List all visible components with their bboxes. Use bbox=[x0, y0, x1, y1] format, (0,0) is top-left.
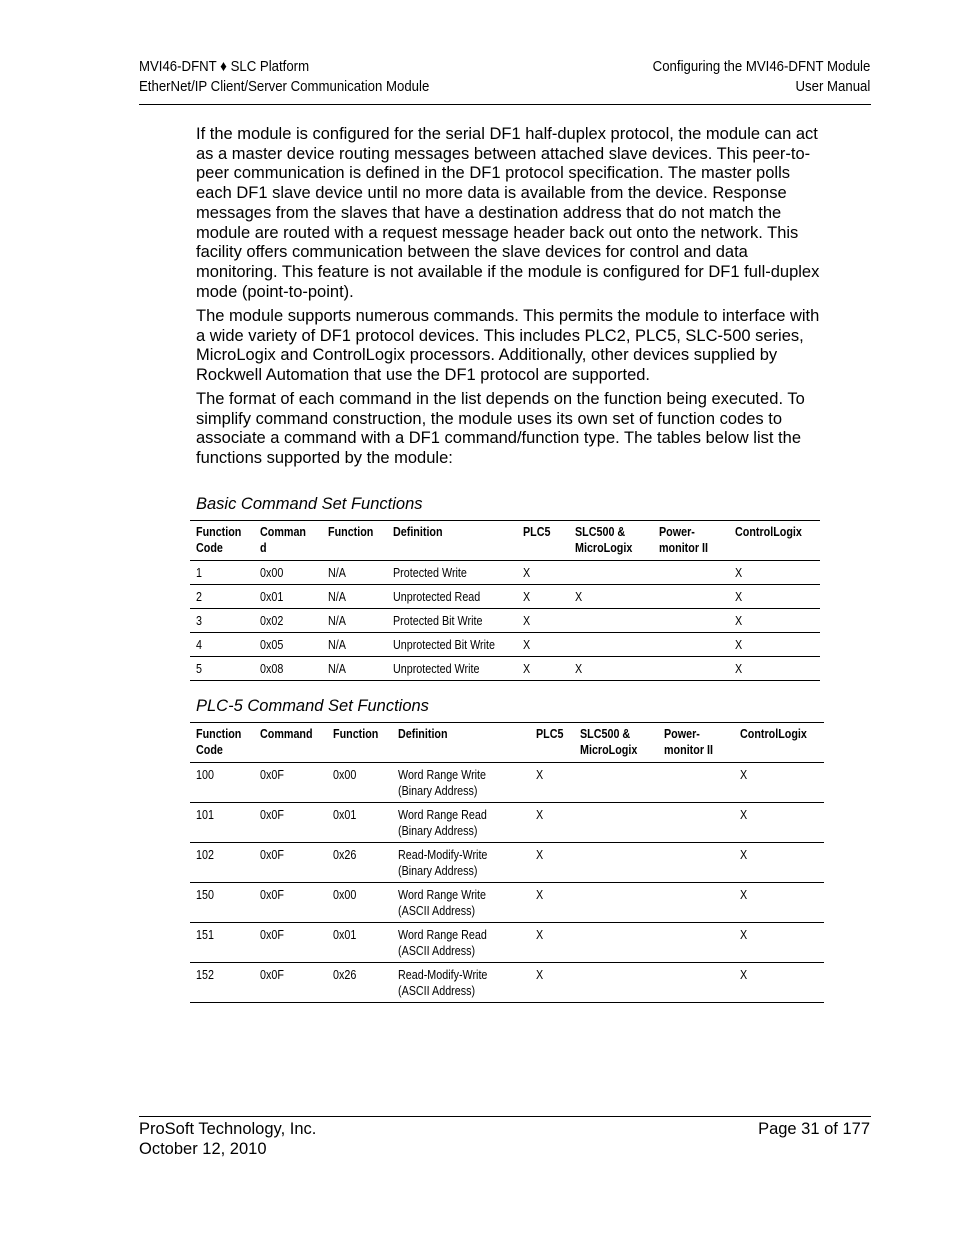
cell-plc5: X bbox=[530, 803, 574, 843]
footer-page-number: Page 31 of 177 bbox=[758, 1120, 870, 1138]
cell-definition: Word Range Read (Binary Address) bbox=[392, 803, 530, 843]
col-header-slc500-micrologix: SLC500 & MicroLogix bbox=[569, 521, 653, 561]
cell-slc500 bbox=[574, 803, 658, 843]
cell-plc5: X bbox=[530, 923, 574, 963]
cell-controllogix: X bbox=[734, 803, 824, 843]
cell-powermonitor bbox=[653, 561, 729, 585]
cell-definition: Unprotected Bit Write bbox=[387, 633, 518, 657]
cell-function-code: 2 bbox=[190, 585, 254, 609]
col-header-command: Command bbox=[254, 723, 327, 763]
cell-slc500: X bbox=[569, 657, 653, 681]
table-row bbox=[190, 561, 820, 585]
header-product-subtitle: EtherNet/IP Client/Server Communication Module bbox=[139, 78, 430, 95]
body-paragraph-3 bbox=[196, 390, 820, 469]
cell-plc5: X bbox=[530, 963, 574, 1003]
cell-controllogix: X bbox=[734, 843, 824, 883]
col-header-plc5: PLC5 bbox=[517, 521, 569, 561]
header-section-title: Configuring the MVI46-DFNT Module bbox=[652, 58, 870, 75]
cell-controllogix: X bbox=[734, 763, 824, 803]
plc5-command-table bbox=[190, 722, 824, 1003]
page-footer-right bbox=[758, 1119, 870, 1139]
cell-function: 0x26 bbox=[327, 963, 392, 1003]
cell-function: N/A bbox=[322, 633, 387, 657]
cell-powermonitor bbox=[658, 843, 734, 883]
cell-function-code: 1 bbox=[190, 561, 254, 585]
table-caption-plc5: PLC-5 Command Set Functions bbox=[196, 697, 429, 715]
cell-powermonitor bbox=[658, 763, 734, 803]
col-header-function-code: Function Code bbox=[190, 521, 254, 561]
cell-slc500: X bbox=[569, 585, 653, 609]
cell-definition: Protected Write bbox=[387, 561, 518, 585]
cell-command: 0x0F bbox=[254, 883, 327, 923]
cell-command: 0x01 bbox=[254, 585, 322, 609]
cell-powermonitor bbox=[653, 585, 729, 609]
cell-powermonitor bbox=[653, 633, 729, 657]
cell-plc5: X bbox=[530, 763, 574, 803]
cell-definition: Word Range Write (ASCII Address) bbox=[392, 883, 530, 923]
table-row bbox=[190, 803, 824, 843]
table-row bbox=[190, 963, 824, 1003]
cell-command: 0x02 bbox=[254, 609, 322, 633]
cell-command: 0x0F bbox=[254, 923, 327, 963]
col-header-powermonitor: Power-monitor II bbox=[653, 521, 729, 561]
col-header-definition: Definition bbox=[387, 521, 518, 561]
cell-command: 0x05 bbox=[254, 633, 322, 657]
cell-function-code: 101 bbox=[190, 803, 254, 843]
cell-function-code: 151 bbox=[190, 923, 254, 963]
cell-powermonitor bbox=[658, 803, 734, 843]
cell-controllogix: X bbox=[734, 923, 824, 963]
page-header-left bbox=[139, 57, 429, 97]
cell-definition: Protected Bit Write bbox=[387, 609, 518, 633]
table-row bbox=[190, 763, 824, 803]
cell-powermonitor bbox=[658, 923, 734, 963]
basic-command-table bbox=[190, 520, 820, 681]
cell-function: 0x00 bbox=[327, 763, 392, 803]
cell-function-code: 5 bbox=[190, 657, 254, 681]
col-header-controllogix: ControlLogix bbox=[729, 521, 820, 561]
col-header-command: Command bbox=[254, 521, 322, 561]
col-header-controllogix: ControlLogix bbox=[734, 723, 824, 763]
cell-function-code: 152 bbox=[190, 963, 254, 1003]
table-row bbox=[190, 609, 820, 633]
cell-function: N/A bbox=[322, 585, 387, 609]
cell-command: 0x08 bbox=[254, 657, 322, 681]
cell-powermonitor bbox=[653, 657, 729, 681]
cell-slc500 bbox=[574, 883, 658, 923]
col-header-function: Function bbox=[327, 723, 392, 763]
cell-command: 0x0F bbox=[254, 803, 327, 843]
cell-definition: Read-Modify-Write (Binary Address) bbox=[392, 843, 530, 883]
table-row bbox=[190, 585, 820, 609]
cell-function-code: 100 bbox=[190, 763, 254, 803]
cell-plc5: X bbox=[517, 585, 569, 609]
col-header-function: Function bbox=[322, 521, 387, 561]
col-header-powermonitor: Power-monitor II bbox=[658, 723, 734, 763]
cell-function-code: 102 bbox=[190, 843, 254, 883]
table-row bbox=[190, 883, 824, 923]
body-paragraph-2 bbox=[196, 307, 820, 386]
footer-company: ProSoft Technology, Inc. bbox=[139, 1120, 317, 1138]
cell-function: N/A bbox=[322, 657, 387, 681]
cell-slc500 bbox=[574, 843, 658, 883]
cell-definition: Read-Modify-Write (ASCII Address) bbox=[392, 963, 530, 1003]
col-header-function-code: Function Code bbox=[190, 723, 254, 763]
col-header-plc5: PLC5 bbox=[530, 723, 574, 763]
table-row bbox=[190, 657, 820, 681]
body-paragraph-1 bbox=[196, 125, 820, 302]
cell-slc500 bbox=[569, 609, 653, 633]
cell-controllogix: X bbox=[729, 585, 820, 609]
cell-plc5: X bbox=[517, 657, 569, 681]
table-row bbox=[190, 923, 824, 963]
cell-controllogix: X bbox=[734, 883, 824, 923]
page-header-right bbox=[652, 57, 870, 97]
cell-powermonitor bbox=[658, 963, 734, 1003]
cell-definition: Unprotected Write bbox=[387, 657, 518, 681]
cell-plc5: X bbox=[530, 843, 574, 883]
cell-function: N/A bbox=[322, 561, 387, 585]
cell-plc5: X bbox=[517, 633, 569, 657]
cell-slc500 bbox=[569, 633, 653, 657]
cell-controllogix: X bbox=[734, 963, 824, 1003]
paragraph-text: The format of each command in the list depends on the function being executed. To simplify command construction, the module uses its own set of function codes to associate a command with a DF1 command/function type. The tables below list the functions supported by the module: bbox=[196, 390, 805, 468]
paragraph-text: The module supports numerous commands. This permits the module to interface with a wide variety of DF1 protocol devices. This includes PLC2, PLC5, SLC-500 series, MicroLogix and ControlLogix processors. Additionally, other devices supplied by Rockwell Automation that use the DF1 protocol are supported. bbox=[196, 307, 820, 385]
cell-slc500 bbox=[574, 763, 658, 803]
cell-controllogix: X bbox=[729, 609, 820, 633]
cell-function: N/A bbox=[322, 609, 387, 633]
table-row bbox=[190, 633, 820, 657]
cell-powermonitor bbox=[658, 883, 734, 923]
table-header-row bbox=[190, 521, 820, 561]
cell-function: 0x00 bbox=[327, 883, 392, 923]
cell-command: 0x00 bbox=[254, 561, 322, 585]
cell-definition: Word Range Read (ASCII Address) bbox=[392, 923, 530, 963]
cell-controllogix: X bbox=[729, 657, 820, 681]
col-header-slc500-micrologix: SLC500 & MicroLogix bbox=[574, 723, 658, 763]
table-row bbox=[190, 843, 824, 883]
cell-function-code: 150 bbox=[190, 883, 254, 923]
cell-slc500 bbox=[574, 923, 658, 963]
table-header-row bbox=[190, 723, 824, 763]
table-caption-basic: Basic Command Set Functions bbox=[196, 495, 423, 513]
header-divider bbox=[139, 104, 871, 105]
cell-command: 0x0F bbox=[254, 963, 327, 1003]
cell-controllogix: X bbox=[729, 561, 820, 585]
header-document-type: User Manual bbox=[795, 78, 870, 95]
page-footer-left bbox=[139, 1119, 316, 1159]
cell-plc5: X bbox=[517, 609, 569, 633]
footer-divider bbox=[139, 1116, 871, 1117]
header-product-title: MVI46-DFNT ♦ SLC Platform bbox=[139, 58, 310, 75]
footer-date: October 12, 2010 bbox=[139, 1140, 267, 1158]
cell-controllogix: X bbox=[729, 633, 820, 657]
cell-command: 0x0F bbox=[254, 843, 327, 883]
cell-slc500 bbox=[574, 963, 658, 1003]
cell-function-code: 3 bbox=[190, 609, 254, 633]
col-header-definition: Definition bbox=[392, 723, 530, 763]
cell-plc5: X bbox=[517, 561, 569, 585]
cell-function-code: 4 bbox=[190, 633, 254, 657]
cell-definition: Unprotected Read bbox=[387, 585, 518, 609]
cell-function: 0x01 bbox=[327, 923, 392, 963]
cell-command: 0x0F bbox=[254, 763, 327, 803]
cell-function: 0x01 bbox=[327, 803, 392, 843]
cell-powermonitor bbox=[653, 609, 729, 633]
cell-plc5: X bbox=[530, 883, 574, 923]
cell-function: 0x26 bbox=[327, 843, 392, 883]
cell-slc500 bbox=[569, 561, 653, 585]
cell-definition: Word Range Write (Binary Address) bbox=[392, 763, 530, 803]
paragraph-text: If the module is configured for the serial DF1 half-duplex protocol, the module can act as a master device routing messages between attached slave devices. This peer-to-peer communication is defined in the DF1 protocol specification. The master polls each DF1 slave device until no more data is available from the device. Response messages from the slaves that have a destination address that do not match the module are routed with a request message header back out onto the network. This facility offers communication between the slave devices for control and data monitoring. This feature is not available if the module is configured for DF1 full-duplex mode (point-to-point). bbox=[196, 125, 820, 301]
